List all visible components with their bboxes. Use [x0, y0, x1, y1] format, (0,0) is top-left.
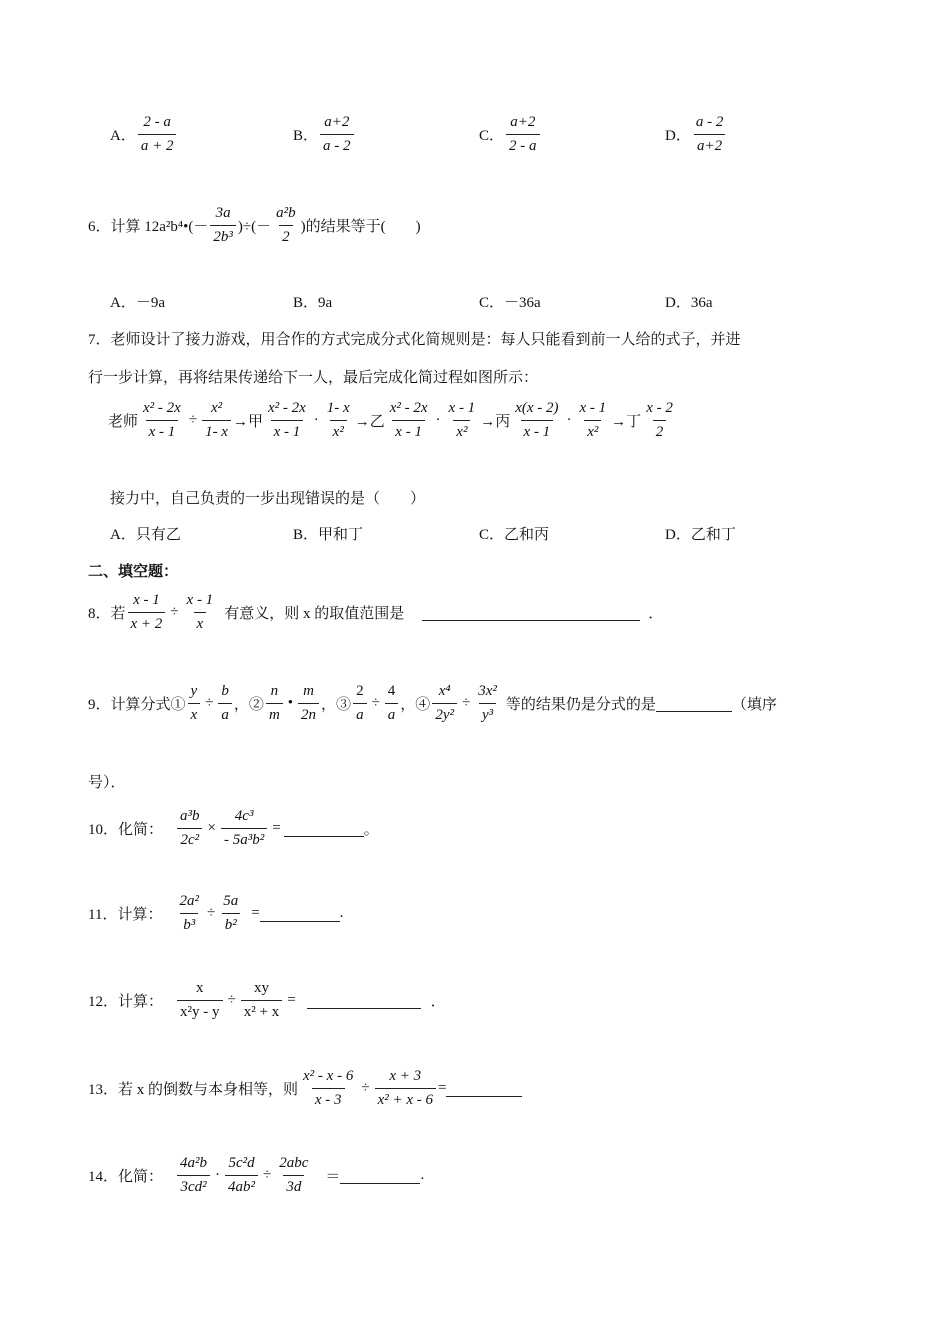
q8-prefix: 8．若 [88, 606, 126, 622]
numerator: x + 3 [389, 1068, 422, 1084]
fraction [276, 1155, 311, 1196]
fraction [273, 205, 299, 246]
q5-option-a [110, 114, 178, 155]
fraction [300, 1068, 356, 1109]
fraction [177, 980, 223, 1021]
fraction [128, 592, 166, 633]
denominator: 4ab² [225, 1175, 258, 1196]
numerator: x - 1 [579, 400, 607, 416]
fraction [320, 114, 354, 155]
separator: ，④ [400, 697, 431, 713]
q10-prefix: 10．化简： [88, 822, 164, 838]
operator: ÷ [227, 992, 236, 1008]
denominator: 2 [279, 225, 293, 246]
fraction [643, 400, 676, 441]
numerator: x [196, 980, 204, 996]
q5-option-b [293, 114, 356, 155]
operator: ÷ [170, 604, 179, 620]
fraction [210, 205, 236, 246]
numerator: a²b [276, 205, 296, 221]
fraction [432, 683, 457, 724]
denominator: x - 1 [146, 420, 179, 441]
operator: ÷ [361, 1080, 370, 1096]
numerator: x - 1 [133, 592, 160, 608]
operator: ÷ [188, 412, 198, 428]
step-yi-label: →乙 [354, 414, 385, 430]
denominator: a + 2 [138, 134, 177, 155]
separator: ，② [233, 697, 264, 713]
q10-stem [88, 808, 379, 849]
operator: ÷ [371, 695, 380, 711]
numerator: y [190, 683, 198, 699]
fraction [266, 683, 283, 724]
denominator: x - 3 [312, 1088, 345, 1109]
operator: · [215, 1167, 221, 1183]
q5-option-c [479, 114, 542, 155]
denominator: 1- x [202, 420, 231, 441]
denominator: x² [584, 420, 601, 441]
equals-sign: = [287, 992, 296, 1008]
denominator: 2b³ [210, 225, 236, 246]
denominator: 2 - a [506, 134, 540, 155]
fraction [446, 400, 479, 441]
numerator: 2 [356, 683, 364, 699]
equals-sign: = [438, 1080, 447, 1096]
fraction [140, 400, 184, 441]
answer-blank[interactable] [260, 905, 340, 922]
numerator: 5a [223, 893, 239, 909]
numerator: 4c³ [234, 808, 254, 824]
denominator: x - 1 [521, 420, 554, 441]
fraction [176, 893, 202, 934]
numerator: 2 - a [143, 114, 171, 130]
operator: · [313, 412, 319, 428]
q12-stem [88, 980, 446, 1021]
equals-sign: = [251, 905, 260, 921]
q12-prefix: 12．计算： [88, 994, 164, 1010]
numerator: a³b [180, 808, 200, 824]
denominator: b² [222, 913, 240, 934]
equals-sign: = [272, 820, 281, 836]
numerator: 3a [215, 205, 231, 221]
numerator: x - 2 [646, 400, 673, 416]
fraction [218, 683, 232, 724]
numerator: x - 1 [448, 400, 476, 416]
denominator: a - 2 [320, 134, 354, 155]
step-bing-label: →丙 [480, 414, 511, 430]
denominator: a [385, 703, 399, 724]
q14-stem [88, 1155, 424, 1196]
q11-prefix: 11．计算： [88, 907, 163, 923]
denominator: x² + x - 6 [375, 1088, 436, 1109]
fraction [221, 808, 267, 849]
fraction [220, 893, 241, 934]
q6-option-b: B．9a [293, 295, 333, 311]
answer-blank[interactable] [340, 1167, 420, 1184]
fraction [138, 114, 177, 155]
numerator: 2a² [179, 893, 199, 909]
q7-option-b: B．甲和丁 [293, 527, 364, 543]
denominator: a+2 [694, 134, 725, 155]
denominator: 2y² [432, 703, 457, 724]
fraction [577, 400, 610, 441]
answer-blank[interactable] [656, 695, 732, 712]
numerator: x - 1 [186, 592, 214, 608]
numerator: a+2 [324, 114, 350, 130]
numerator: x² - 2x [389, 400, 428, 416]
operator: ÷ [206, 905, 216, 921]
section-heading: 二、填空题： [88, 562, 179, 580]
numerator: m [303, 683, 314, 699]
denominator: x² [330, 420, 347, 441]
numerator: x(x - 2) [515, 400, 559, 416]
q13-prefix: 13．若 x 的倒数与本身相等，则 [88, 1082, 299, 1098]
operator: ÷ [263, 1167, 272, 1183]
q10-end: 。 [363, 822, 379, 838]
q6-prefix: 6．计算 12a²b⁴•(－ [88, 219, 209, 235]
fraction [324, 400, 353, 441]
answer-blank[interactable] [422, 604, 640, 621]
operator: · [435, 412, 441, 428]
numerator: x² [210, 400, 223, 416]
q7-line1: 7．老师设计了接力游戏，用合作的方式完成分式化简规则是：每人只能看到前一人给的式子，并进 [88, 332, 741, 348]
step-jia-label: →甲 [232, 414, 263, 430]
denominator: x [194, 612, 207, 633]
denominator: 2 [653, 420, 667, 441]
numerator: 4a²b [180, 1155, 208, 1171]
q8-stem [88, 592, 663, 633]
q14-end: . [420, 1167, 425, 1183]
step-ding-label: →丁 [611, 414, 642, 430]
fraction [225, 1155, 258, 1196]
fraction [375, 1068, 436, 1109]
fraction [475, 683, 500, 724]
denominator: b³ [180, 913, 198, 934]
fraction [385, 683, 399, 724]
operator: ÷ [461, 695, 471, 711]
q7-line2: 行一步计算，再将结果传递给下一人，最后完成化简过程如图所示： [88, 370, 539, 386]
denominator: x² + x [241, 1000, 282, 1021]
denominator: x - 1 [271, 420, 304, 441]
numerator: x² - x - 6 [303, 1068, 354, 1084]
equals-sign: ＝ [325, 1169, 341, 1185]
denominator: - 5a³b² [221, 828, 267, 849]
denominator: x²y - y [177, 1000, 223, 1021]
q14-prefix: 14．化简： [88, 1169, 164, 1185]
answer-blank[interactable] [284, 820, 364, 837]
fraction [177, 1155, 210, 1196]
fraction [693, 114, 727, 155]
denominator: x [188, 703, 201, 724]
option-label: A． [110, 128, 136, 144]
q6-suffix: )的结果等于( ) [300, 219, 421, 235]
q6-mid: )÷(－ [237, 219, 272, 235]
denominator: x + 2 [128, 612, 166, 633]
fraction [353, 683, 367, 724]
denominator: 2n [298, 703, 319, 724]
q11-stem [88, 893, 343, 934]
numerator: x² - 2x [267, 400, 306, 416]
fraction [241, 980, 282, 1021]
denominator: x² [453, 420, 470, 441]
denominator: 3cd² [177, 1175, 209, 1196]
q7-option-a: A．只有乙 [110, 527, 181, 543]
denominator: m [266, 703, 283, 724]
operator: × [207, 820, 216, 836]
numerator: 3x² [478, 683, 497, 699]
q7-relay-chain [108, 400, 678, 441]
numerator: n [270, 683, 279, 699]
fraction [506, 114, 540, 155]
q8-suffix: 有意义，则 x 的取值范围是 [224, 606, 405, 622]
q6-option-a: A．－9a [110, 295, 165, 311]
fraction [298, 683, 319, 724]
fraction [512, 400, 561, 441]
q6-option-d: D．36a [665, 295, 713, 311]
numerator: a+2 [510, 114, 536, 130]
q12-end: ． [430, 994, 446, 1010]
q8-end: ． [648, 606, 664, 622]
q6-stem [88, 205, 421, 246]
option-label: D． [665, 128, 691, 144]
q9-prefix: 9．计算分式① [88, 697, 186, 713]
denominator: 3d [283, 1175, 304, 1196]
separator: ，③ [321, 697, 352, 713]
numerator: 5c²d [228, 1155, 255, 1171]
denominator: 2c² [177, 828, 202, 849]
numerator: 1- x [326, 400, 350, 416]
fraction [177, 808, 203, 849]
fraction [265, 400, 309, 441]
q9-tail: （填序 [731, 697, 777, 713]
fraction [188, 683, 201, 724]
denominator: x - 1 [392, 420, 425, 441]
q7-question: 接力中，自己负责的一步出现错误的是（ ） [110, 491, 426, 507]
q9-stem [88, 683, 777, 724]
q11-end: . [339, 905, 344, 921]
option-label: C． [479, 128, 505, 144]
answer-blank[interactable] [307, 992, 421, 1009]
numerator: b [221, 683, 229, 699]
denominator: a [218, 703, 232, 724]
numerator: 2abc [279, 1155, 309, 1171]
q6-option-c: C．－36a [479, 295, 541, 311]
numerator: xy [253, 980, 269, 996]
numerator: x² - 2x [143, 400, 181, 416]
fraction [202, 400, 231, 441]
fraction [184, 592, 217, 633]
q7-option-c: C．乙和丙 [479, 527, 550, 543]
operator: • [287, 695, 294, 711]
q13-stem [88, 1068, 522, 1109]
numerator: 4 [387, 683, 396, 699]
numerator: a - 2 [695, 114, 724, 130]
operator: · [566, 412, 572, 428]
q5-option-d [665, 114, 728, 155]
denominator: a [353, 703, 367, 724]
fraction [387, 400, 431, 441]
q9-suffix: 等的结果仍是分式的是 [505, 697, 656, 713]
teacher-label: 老师 [108, 414, 139, 430]
q7-option-d: D．乙和丁 [665, 527, 736, 543]
q9-line2: 号）． [88, 775, 126, 791]
option-label: B． [293, 128, 319, 144]
answer-blank[interactable] [446, 1080, 522, 1097]
numerator: x⁴ [438, 683, 451, 699]
operator: ÷ [205, 695, 214, 711]
denominator: y³ [479, 703, 496, 724]
